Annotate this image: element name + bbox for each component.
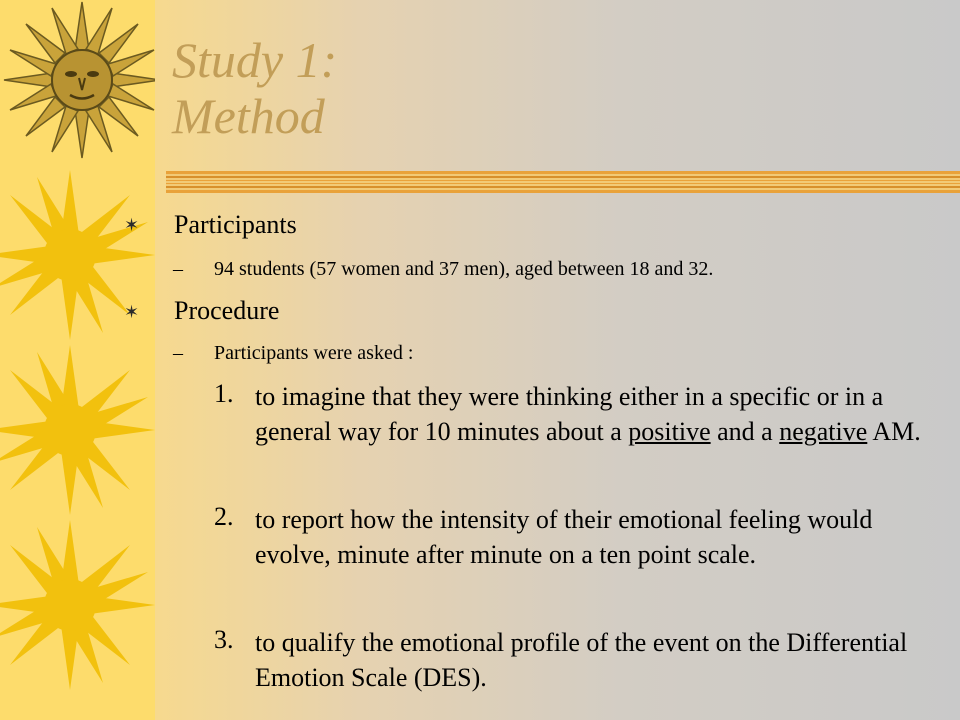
negative-underlined: negative xyxy=(779,417,868,446)
procedure-item-1 xyxy=(255,379,945,449)
procedure-intro: Participants were asked : xyxy=(214,342,414,364)
star-bullet-icon: ✶ xyxy=(124,302,140,322)
item-1-text-c: AM. xyxy=(867,417,921,446)
participants-detail: 94 students (57 women and 37 men), aged between 18 and 32. xyxy=(214,258,714,280)
dash-bullet: – xyxy=(173,258,183,280)
section-heading-participants: Participants xyxy=(174,210,297,239)
item-number: 1. xyxy=(214,379,234,408)
item-number: 3. xyxy=(214,625,234,654)
title-line-1: Study 1: xyxy=(172,32,338,88)
section-heading-procedure: Procedure xyxy=(174,296,280,325)
procedure-item-3: to qualify the emotional profile of the event on the Differential Emotion Scale (DES). xyxy=(255,628,908,692)
item-1-text-a: to imagine that they were thinking either in a specific or in a general way for 10 minutes about a xyxy=(255,382,884,446)
item-number: 2. xyxy=(214,502,234,531)
dash-bullet: – xyxy=(173,342,183,364)
procedure-item-2: to report how the intensity of their emotional feeling would evolve, minute after minute on a ten point scale. xyxy=(255,505,873,569)
star-bullet-icon: ✶ xyxy=(124,215,140,235)
title-line-2: Method xyxy=(172,88,325,144)
item-1-text-b: and a xyxy=(710,417,780,446)
positive-underlined: positive xyxy=(628,417,711,446)
